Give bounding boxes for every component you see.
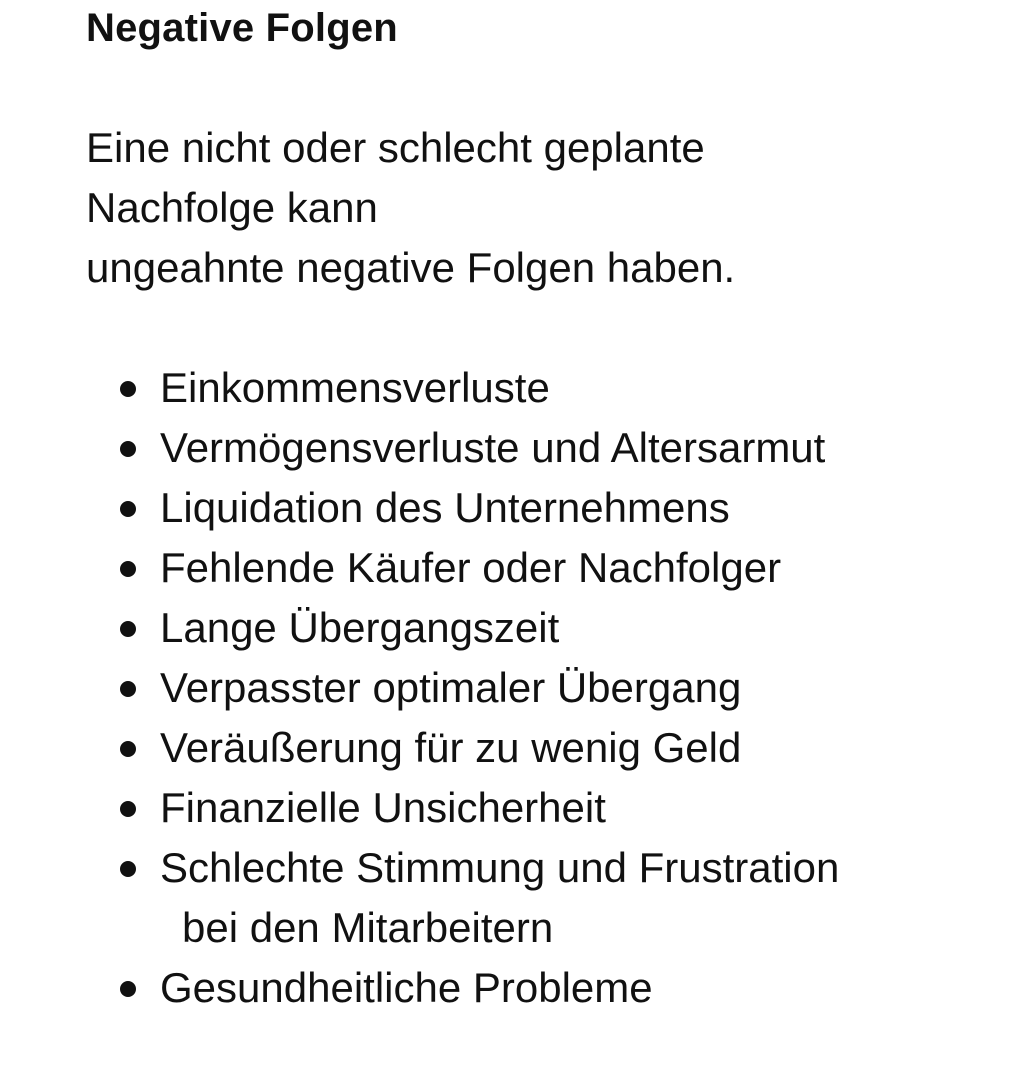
list-item xyxy=(116,958,996,1018)
list-item xyxy=(116,538,996,598)
bullet-icon xyxy=(120,861,136,877)
bullet-icon xyxy=(120,981,136,997)
list-item xyxy=(116,418,996,478)
list-item xyxy=(116,358,996,418)
intro-line: ungeahnte negative Folgen haben. xyxy=(86,244,736,291)
list-item-text: Vermögensverluste und Altersarmut xyxy=(160,424,826,471)
bullet-icon xyxy=(120,441,136,457)
list-item-text: Schlechte Stimmung und Frustration xyxy=(160,844,840,891)
list-item-text: Veräußerung für zu wenig Geld xyxy=(160,724,742,771)
bullet-icon xyxy=(120,381,136,397)
bullet-icon xyxy=(120,681,136,697)
list-item xyxy=(116,478,996,538)
list-item-text-continuation: bei den Mitarbeitern xyxy=(182,904,554,951)
list-item xyxy=(116,838,996,958)
bullet-icon xyxy=(120,801,136,817)
intro-line: Eine nicht oder schlecht geplante xyxy=(86,124,705,171)
list-item xyxy=(116,598,996,658)
list-item xyxy=(116,718,996,778)
intro-paragraph xyxy=(86,118,735,298)
page-title: Negative Folgen xyxy=(86,6,398,50)
list-item-text: Finanzielle Unsicherheit xyxy=(160,784,606,831)
bullet-icon xyxy=(120,501,136,517)
list-item-text: Liquidation des Unternehmens xyxy=(160,484,730,531)
list-item-text: Gesundheitliche Probleme xyxy=(160,964,653,1011)
list-item-text: Fehlende Käufer oder Nachfolger xyxy=(160,544,782,591)
bullet-icon xyxy=(120,621,136,637)
bullet-icon xyxy=(120,561,136,577)
intro-line: Nachfolge kann xyxy=(86,184,378,231)
list-item-text: Verpasster optimaler Übergang xyxy=(160,664,742,711)
bullet-icon xyxy=(120,741,136,757)
list-item-text: Lange Übergangszeit xyxy=(160,604,560,651)
consequences-list xyxy=(116,358,996,1018)
list-item xyxy=(116,778,996,838)
list-item xyxy=(116,658,996,718)
list-item-text: Einkommensverluste xyxy=(160,364,550,411)
